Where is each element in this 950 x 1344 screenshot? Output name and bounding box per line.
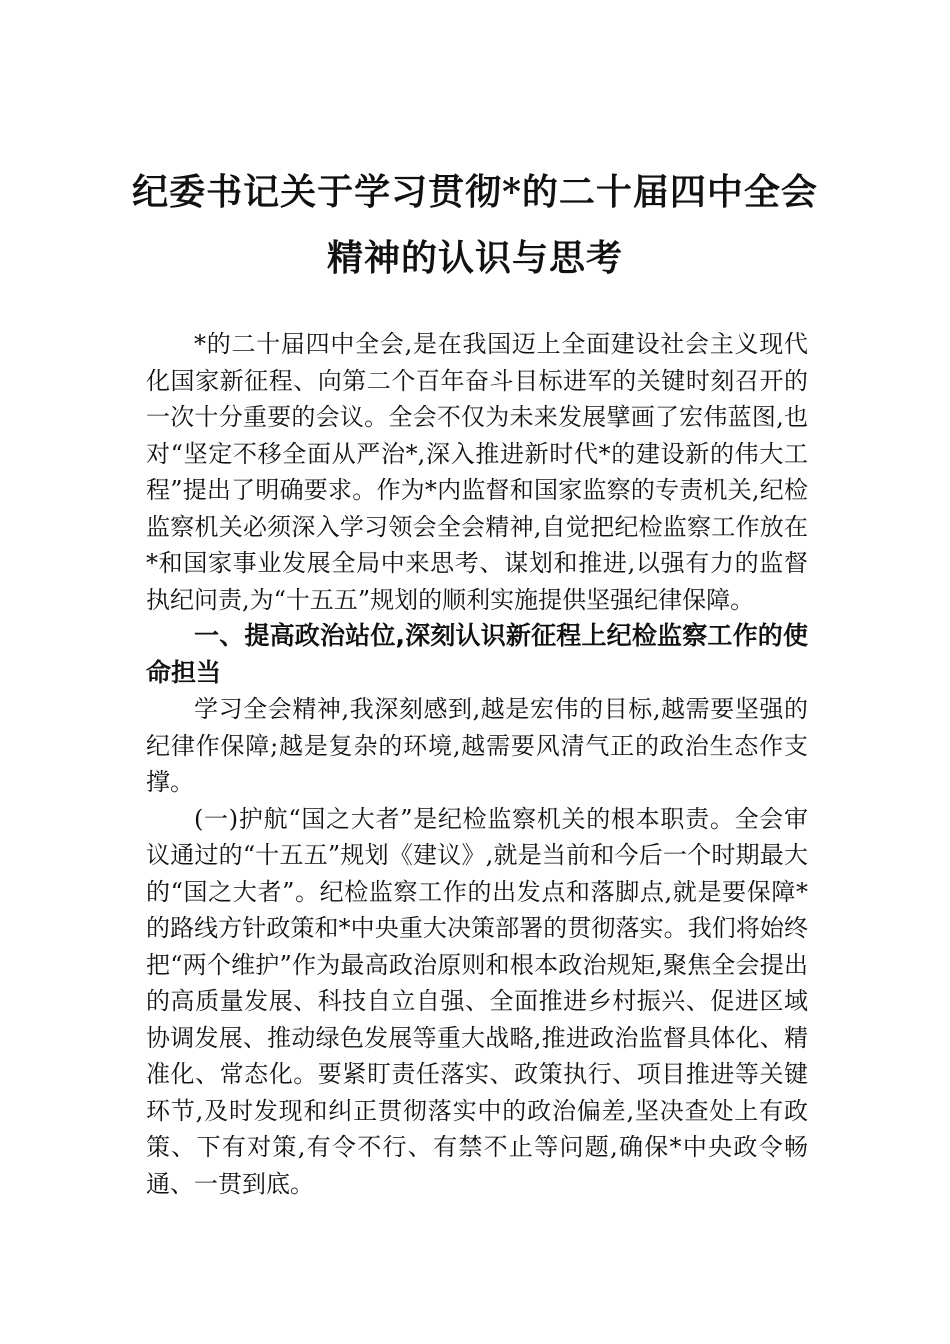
document-title-line-2: 精神的认识与思考	[326, 237, 623, 279]
point-1-text: 全会审议通过的“十五五”规划《建议》,就是当前和今后一个时期最大的“国之大者”。纪检监察工作的出发点和落脚点,就是要保障*的路线方针政策和*中央重大决策部署的贯彻落实。我们将始终把“两个维护”作为最高政治原则和根本政治规矩,聚焦全会提出的高质量发展、科技自立自强、全面推进乡村振兴、促进区域协调发展、推动绿色发展等重大战略,推进政治监督具体化、精准化、常态化。要紧盯责任落实、政策执行、项目推进等关键环节,及时发现和纠正贯彻落实中的政治偏差,坚决查处上有政策、下有对策,有令不行、有禁不止等问题,确保*中央政令畅通、一贯到底。	[146, 804, 809, 1198]
section-1-heading: 一、提高政治站位,深刻认识新征程上纪检监察工作的使命担当	[146, 621, 808, 687]
document-title-line-1: 纪委书记关于学习贯彻*的二十届四中全会	[132, 171, 818, 213]
intro-paragraph: *的二十届四中全会,是在我国迈上全面建设社会主义现代化国家新征程、向第二个百年奋斗目标进军的关键时刻召开的一次十分重要的会议。全会不仅为未来发展擘画了宏伟蓝图,也对“坚定不移全面从严治*,深入推进新时代*的建设新的伟大工程”提出了明确要求。作为*内监督和国家监察的专责机关,纪检监察机关必须深入学习领会全会精神,自觉把纪检监察工作放在*和国家事业发展全局中来思考、谋划和推进,以强有力的监督执纪问责,为“十五五”规划的顺利实施提供坚强纪律保障。	[146, 330, 808, 614]
point-1-lead: (一)护航“国之大者”是纪检监察机关的根本职责。	[194, 804, 735, 833]
section-1-paragraph: 学习全会精神,我深刻感到,越是宏伟的目标,越需要坚强的纪律作保障;越是复杂的环境,越需要风清气正的政治生态作支撑。	[146, 695, 808, 796]
document-body	[146, 326, 808, 1202]
point-1-paragraph	[146, 801, 808, 1203]
